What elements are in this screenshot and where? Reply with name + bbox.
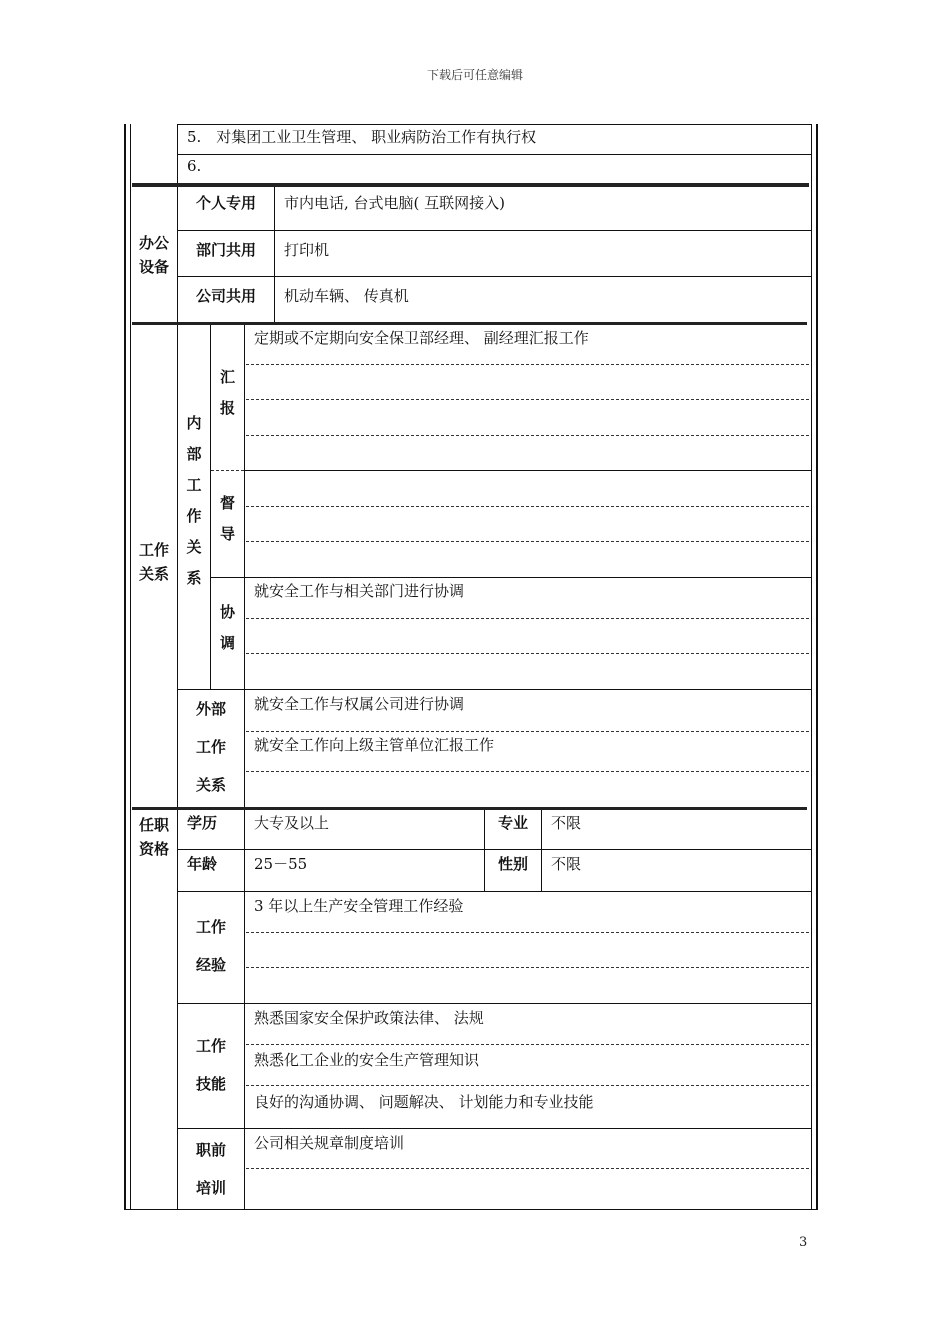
dashed-rule — [246, 1044, 809, 1045]
training-text: 公司相关规章制度培训 — [254, 1134, 405, 1152]
department-shared-label: 部门共用 — [195, 241, 256, 259]
row-divider — [177, 689, 811, 690]
dashed-rule — [246, 1085, 809, 1086]
qualification-label: 任职 资格 — [138, 816, 169, 858]
qualification-mid-divider — [541, 810, 542, 891]
office-label-divider — [274, 187, 275, 323]
section-separator — [132, 807, 807, 810]
experience-text: 3 年以上生产安全管理工作经验 — [254, 897, 464, 915]
table-right-border — [811, 124, 812, 1210]
coordinate-text: 就安全工作与相关部门进行协调 — [254, 582, 465, 600]
table-left-border — [124, 124, 126, 1210]
row-divider — [177, 276, 811, 277]
experience-label: 工作 经验 — [195, 918, 226, 974]
row-divider — [177, 1128, 811, 1129]
gender-value: 不限 — [551, 855, 582, 873]
office-equipment-label: 办公 设备 — [138, 234, 169, 276]
external-relation-2: 就安全工作向上级主管单位汇报工作 — [254, 736, 495, 754]
external-relation-1: 就安全工作与权属公司进行协调 — [254, 695, 465, 713]
dashed-rule — [246, 967, 809, 968]
skill-item-3: 良好的沟通协调、 问题解决、 计划能力和专业技能 — [254, 1093, 594, 1111]
company-shared-label: 公司共用 — [195, 287, 256, 305]
row-divider — [177, 849, 811, 850]
section-separator — [132, 322, 807, 325]
training-label: 职前 培训 — [195, 1141, 226, 1197]
page-number: 3 — [799, 1235, 808, 1250]
row-divider — [177, 230, 811, 231]
page-header: 下载后可任意编辑 — [426, 68, 523, 82]
coordinate-label: 协 调 — [219, 603, 235, 652]
row-divider — [177, 891, 811, 892]
relation-text-divider — [244, 325, 245, 808]
department-shared-value: 打印机 — [284, 241, 330, 259]
row-divider — [177, 154, 811, 155]
dashed-rule — [246, 399, 809, 400]
external-relations-label: 外部 工作 关系 — [195, 700, 226, 794]
dashed-rule — [246, 771, 809, 772]
personal-use-label: 个人专用 — [195, 194, 256, 212]
table-left-inner-border — [130, 124, 131, 1210]
dashed-rule — [246, 653, 809, 654]
report-label: 汇 报 — [219, 368, 235, 417]
personal-use-value: 市内电话, 台式电脑( 互联网接入) — [284, 194, 506, 212]
skills-label: 工作 技能 — [195, 1037, 226, 1093]
dashed-rule — [246, 618, 809, 619]
skill-item-2: 熟悉化工企业的安全生产管理知识 — [254, 1051, 480, 1069]
top-border — [177, 124, 811, 125]
row-divider — [177, 1003, 811, 1004]
authority-item-5: 5. 对集团工业卫生管理、 职业病防治工作有执行权 — [187, 128, 537, 146]
report-text: 定期或不定期向安全保卫部经理、 副经理汇报工作 — [254, 329, 589, 347]
dashed-rule — [246, 506, 809, 507]
age-label: 年龄 — [187, 855, 218, 873]
dashed-rule — [246, 541, 809, 542]
row-divider — [211, 577, 811, 578]
work-relations-label: 工作 关系 — [138, 541, 169, 583]
age-value: 25－55 — [254, 855, 308, 873]
skill-item-1: 熟悉国家安全保护政策法律、 法规 — [254, 1009, 484, 1027]
supervise-label: 督 导 — [219, 494, 235, 543]
section-separator — [132, 183, 809, 187]
row-divider-dashed — [211, 470, 244, 471]
dashed-rule — [246, 731, 809, 732]
dashed-rule — [246, 932, 809, 933]
authority-item-6: 6. — [187, 157, 202, 175]
major-value: 不限 — [551, 814, 582, 832]
row-divider — [244, 470, 811, 471]
dashed-rule — [246, 1168, 809, 1169]
company-shared-value: 机动车辆、 传真机 — [284, 287, 409, 305]
gender-label: 性别 — [497, 855, 528, 873]
qualification-label-divider — [244, 810, 245, 1210]
internal-relations-label: 内 部 工 作 关 系 — [186, 414, 202, 587]
major-label: 专业 — [497, 814, 528, 832]
education-label: 学历 — [187, 814, 218, 832]
dashed-rule — [246, 364, 809, 365]
education-value: 大专及以上 — [254, 814, 330, 832]
table-right-outer-border — [816, 124, 818, 1210]
dashed-rule — [246, 435, 809, 436]
table-bottom-border — [124, 1209, 818, 1210]
